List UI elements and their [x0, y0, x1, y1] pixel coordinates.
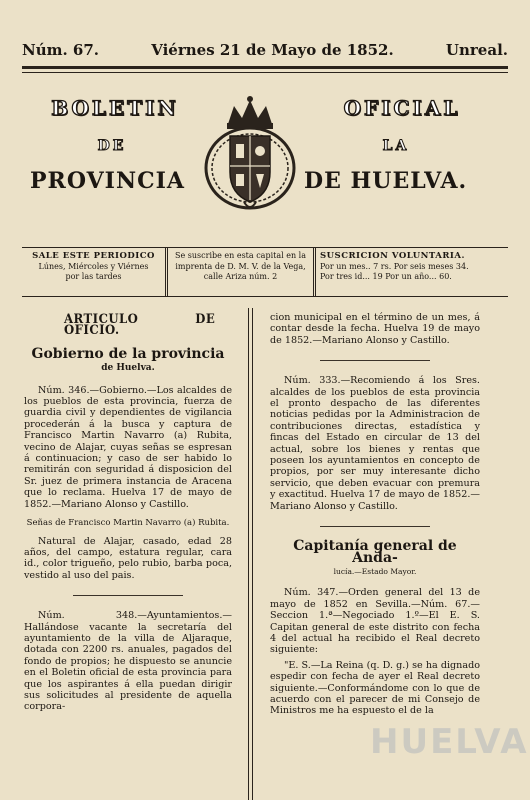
subscription-info-box [22, 247, 508, 297]
masthead-rule-thick [22, 66, 508, 69]
prices-heading: SUSCRICION VOLUNTARIA. [320, 251, 465, 261]
subscription-place [165, 248, 316, 296]
library-watermark: HUELVA [370, 722, 529, 762]
banner-boletin: BOLETIN [51, 96, 179, 120]
banner-oficial: OFICIAL [343, 96, 461, 120]
article-333: Núm. 333.—Recomiendo á los Sres. alcaldes de los pueblos de esta provincia el pronto despacho de las diferentes noticias pedidas por la Administracion de contribuciones directas, estadística y fincas del Estado en circular de 13 del actual, sobre los bienes y rentas que poseen los ayuntamientos en concepto de propios, por ser muy interesante dicho servicio, que deben evacuar con premura y exactitud. Huelva 17 de mayo de 1852.—Mariano Alonso y Castillo. [270, 375, 480, 512]
masthead-rule-thin [22, 72, 508, 73]
description-text: Natural de Alajar, casado, edad 28 años, del campo, estatura regular, cara id., color trigueño, pelo rubio, barba poca, vestido al uso del pais. [24, 535, 232, 581]
column-divider [248, 308, 253, 800]
subscription-prices [316, 248, 508, 296]
title-de-huelva: DE HUELVA. [304, 168, 468, 194]
article-348-continued: cion municipal en el término de un mes, á contar desde la fecha. Huelva 19 de mayo de 1852.—Mariano Alonso y Castillo. [270, 312, 480, 346]
schedule-time: por las tardes [65, 272, 122, 281]
issue-price: Unreal. [445, 41, 508, 59]
article-separator [320, 526, 430, 527]
capitania-title: Capitanía general de Anda- [293, 538, 457, 566]
place-line-1: Se suscribe en esta capital en la [175, 251, 306, 260]
gobierno-subtitle: de Huelva. [101, 363, 155, 374]
article-separator [320, 360, 430, 361]
coat-of-arms-icon [200, 94, 300, 214]
banner-la: LA [382, 138, 410, 154]
gobierno-title: Gobierno de la provincia [31, 345, 225, 362]
issue-date: Viérnes 21 de Mayo de 1852. [151, 41, 394, 59]
article-347: Núm. 347.—Orden general del 13 de mayo de 1852 en Sevilla.—Núm. 67.—Seccion 1.ª—Negociado 1.º—El E. S. Capitan general de este distrito con fecha 4 del actual ha recibido el Real decreto siguiente: [270, 587, 480, 656]
column-right [270, 312, 480, 717]
place-line-3: calle Ariza núm. 2 [203, 272, 278, 281]
banner-de: DE [97, 138, 127, 154]
article-348: Núm. 348.—Ayuntamientos.—Hallándose vacante la secretaría del ayuntamiento de la villa de Aljaraque, dotada con 2200 rs. anuales, pagados del fondo de propios; he dispuesto se anuncie en el Boletin oficial de esta provincia para que los aspirantes á ella puedan dirigir sus solicitudes al presidente de aquella corpora- [24, 610, 232, 713]
title-provincia: PROVINCIA [30, 168, 185, 194]
dateline [22, 38, 508, 62]
prices-line-1: Por un mes.. 7 rs. Por seis meses 34. [320, 261, 469, 271]
article-346: Núm. 346.—Gobierno.—Los alcaldes de los pueblos de esta provincia, fuerza de guardia civil y dependientes de vigilancia procederán á la busca y captura de Francisco Martin Navarro (a) Rubita, vecino de Alajar, cuyas señas se espresan á continuacion; y caso de ser habido lo remitirán con seguridad á disposicion del Sr. juez de primera instancia de Aracena que lo reclama. Huelva 17 de mayo de 1852.—Mariano Alonso y Castillo. [24, 384, 232, 510]
description-heading: Señas de Francisco Martin Navarro (a) Rubita. [26, 518, 230, 529]
capitania-subtitle: lucía.—Estado Mayor. [333, 566, 417, 576]
prices-line-2: Por tres id... 19 Por un año... 60. [320, 272, 452, 281]
royal-decree: "E. S.—La Reina (q. D. g.) se ha dignado espedir con fecha de ayer el Real decreto siguiente.—Conformándome con lo que de acuerdo con el parecer de mi Consejo de Ministros me ha espuesto el de la [270, 659, 480, 717]
column-left [24, 304, 232, 713]
article-separator [73, 595, 183, 596]
publication-schedule [22, 248, 165, 296]
issue-number: Núm. 67. [22, 41, 100, 59]
schedule-days: Lúnes, Miércoles y Viérnes [38, 261, 149, 271]
section-heading: ARTICULO DE OFICIO. [64, 312, 216, 339]
schedule-heading: SALE ESTE PERIODICO [32, 251, 155, 261]
place-line-2: imprenta de D. M. V. de la Vega, [175, 261, 306, 271]
